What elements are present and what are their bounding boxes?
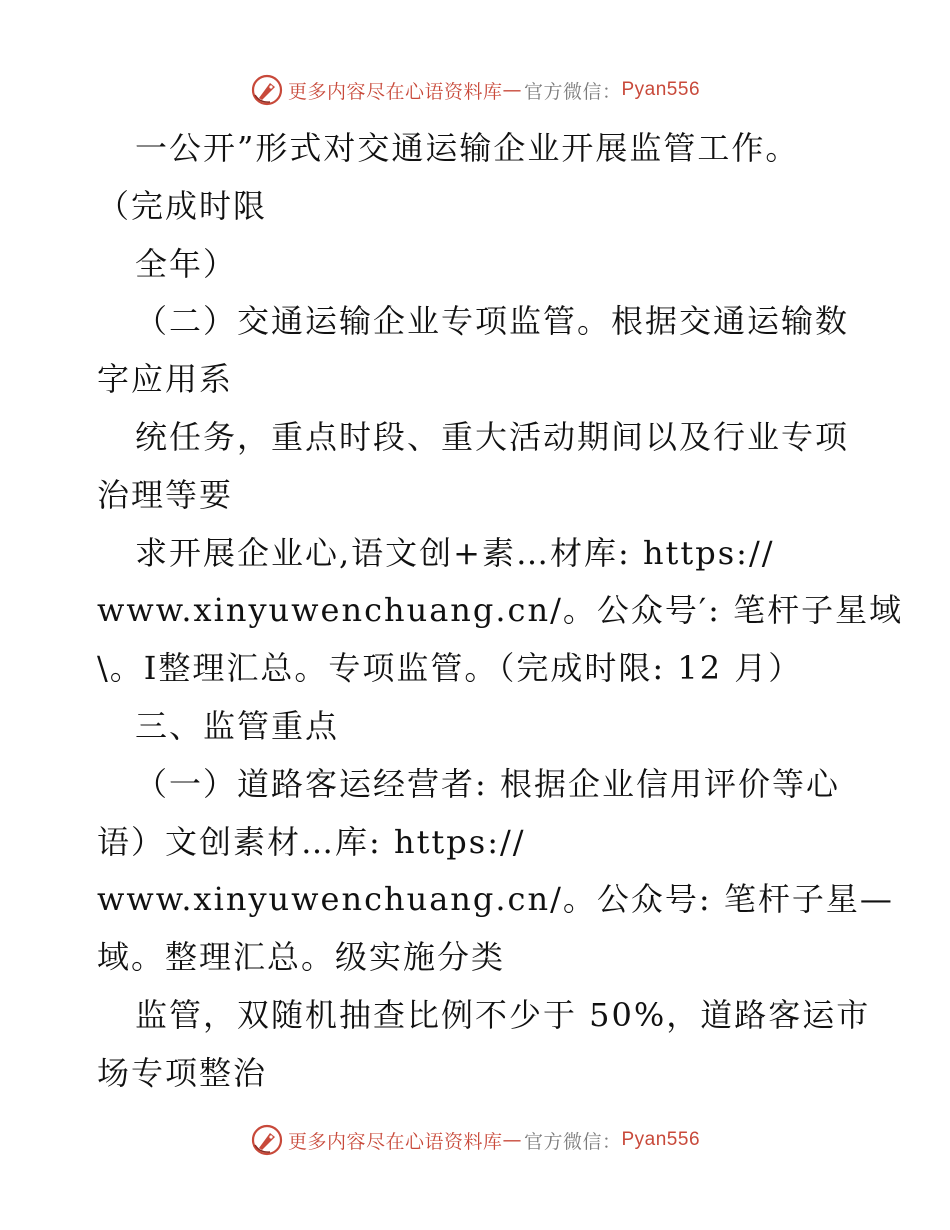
wechat-label: 官方微信：: [523, 1130, 622, 1153]
document-body: [97, 120, 904, 1103]
text-line: 监管，双随机抽查比例不少于 50%，道路客运市: [135, 995, 871, 1034]
text-line: 三、监管重点: [135, 706, 340, 745]
text-line: 全年）: [135, 244, 238, 283]
text-line: \。Ⅰ整理汇总。专项监管。（完成时限: 12 月）: [97, 649, 803, 688]
text-line: 治理等要: [97, 475, 234, 514]
header-watermark: [0, 70, 950, 110]
text-line: 一公开”形式对交通运输企业开展监管工作。: [135, 129, 800, 167]
watermark-dash: —: [502, 79, 522, 101]
text-line: （完成时限: [97, 186, 268, 225]
text-line: 场专项整治: [97, 1053, 268, 1092]
text-line: www.xinyuwenchuang.cn/。公众号′: 笔杆子星域: [97, 591, 904, 630]
text-line: （一）道路客运经营者: 根据企业信用评价等心: [135, 764, 840, 803]
watermark-dash: —: [502, 1129, 522, 1151]
wechat-label: 官方微信：: [523, 80, 622, 103]
text-line: 域。整理汇总。级实施分类: [97, 938, 506, 977]
text-line: 统任务，重点时段、重大活动期间以及行业专项: [135, 417, 850, 456]
text-line: （二）交通运输企业专项监管。根据交通运输数: [135, 302, 850, 341]
wechat-id: Pyan556: [621, 1129, 701, 1150]
text-line: www.xinyuwenchuang.cn/。公众号: 笔杆子星—: [97, 880, 894, 919]
watermark-text: 更多内容尽在心语资料库: [287, 80, 503, 103]
wechat-id: Pyan556: [621, 79, 701, 100]
footer-watermark: [0, 1120, 950, 1160]
pen-nib-logo-icon: [250, 73, 284, 107]
text-line: 语）文创素材…库: https://: [97, 822, 526, 861]
text-line: 求开展企业心,语文创+素…材库: https://: [135, 533, 775, 572]
text-line: 字应用系: [97, 360, 234, 399]
watermark-text: 更多内容尽在心语资料库: [287, 1130, 503, 1153]
pen-nib-logo-icon: [250, 1123, 284, 1157]
